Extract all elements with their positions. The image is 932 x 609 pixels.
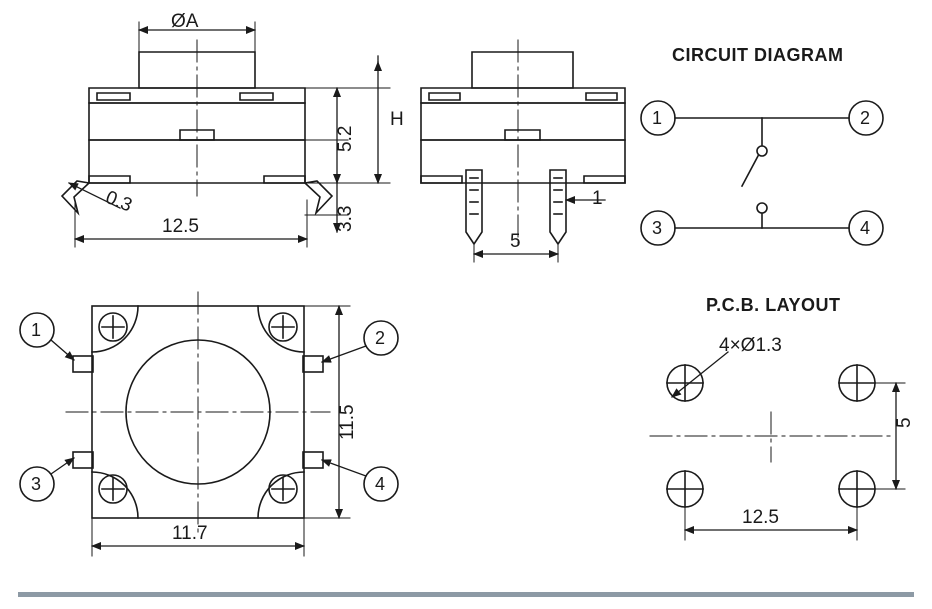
- side-view-geometry: [421, 40, 625, 250]
- top-view-geometry: [66, 292, 330, 534]
- label-height-h: H: [390, 109, 404, 130]
- circuit-terminal-1: 1: [652, 108, 663, 128]
- label-0-3: 0.3: [102, 187, 135, 217]
- front-view-geometry: [62, 40, 332, 213]
- pcb-layout-heading: P.C.B. LAYOUT: [706, 295, 841, 315]
- label-diameter-a: ØA: [171, 11, 199, 32]
- label-11-7: 11.7: [172, 523, 208, 544]
- label-5-2: 5.2: [335, 125, 356, 152]
- label-11-5: 11.5: [337, 404, 358, 440]
- circuit-terminal-2: 2: [860, 108, 871, 128]
- label-12-5-front: 12.5: [162, 216, 199, 237]
- dim-height-h: [305, 56, 390, 183]
- label-pin-width-1: 1: [592, 188, 603, 209]
- top-view-pin-1: 1: [31, 320, 42, 340]
- label-3-3: 3.3: [335, 205, 356, 232]
- label-pcb-pitch-5: 5: [894, 417, 915, 428]
- circuit-diagram-heading: CIRCUIT DIAGRAM: [672, 45, 844, 65]
- label-hole-callout: 4×Ø1.3: [719, 335, 782, 356]
- footer-divider: [18, 592, 914, 597]
- circuit-terminal-3: 3: [652, 218, 663, 238]
- top-view-pin-4: 4: [375, 474, 386, 494]
- label-pin-spacing-5: 5: [510, 231, 521, 252]
- top-view-pin-2: 2: [375, 328, 386, 348]
- circuit-diagram-geometry: [641, 101, 883, 245]
- top-view-pin-3: 3: [31, 474, 42, 494]
- circuit-terminal-4: 4: [860, 218, 871, 238]
- label-pcb-pitch-12-5: 12.5: [742, 507, 779, 528]
